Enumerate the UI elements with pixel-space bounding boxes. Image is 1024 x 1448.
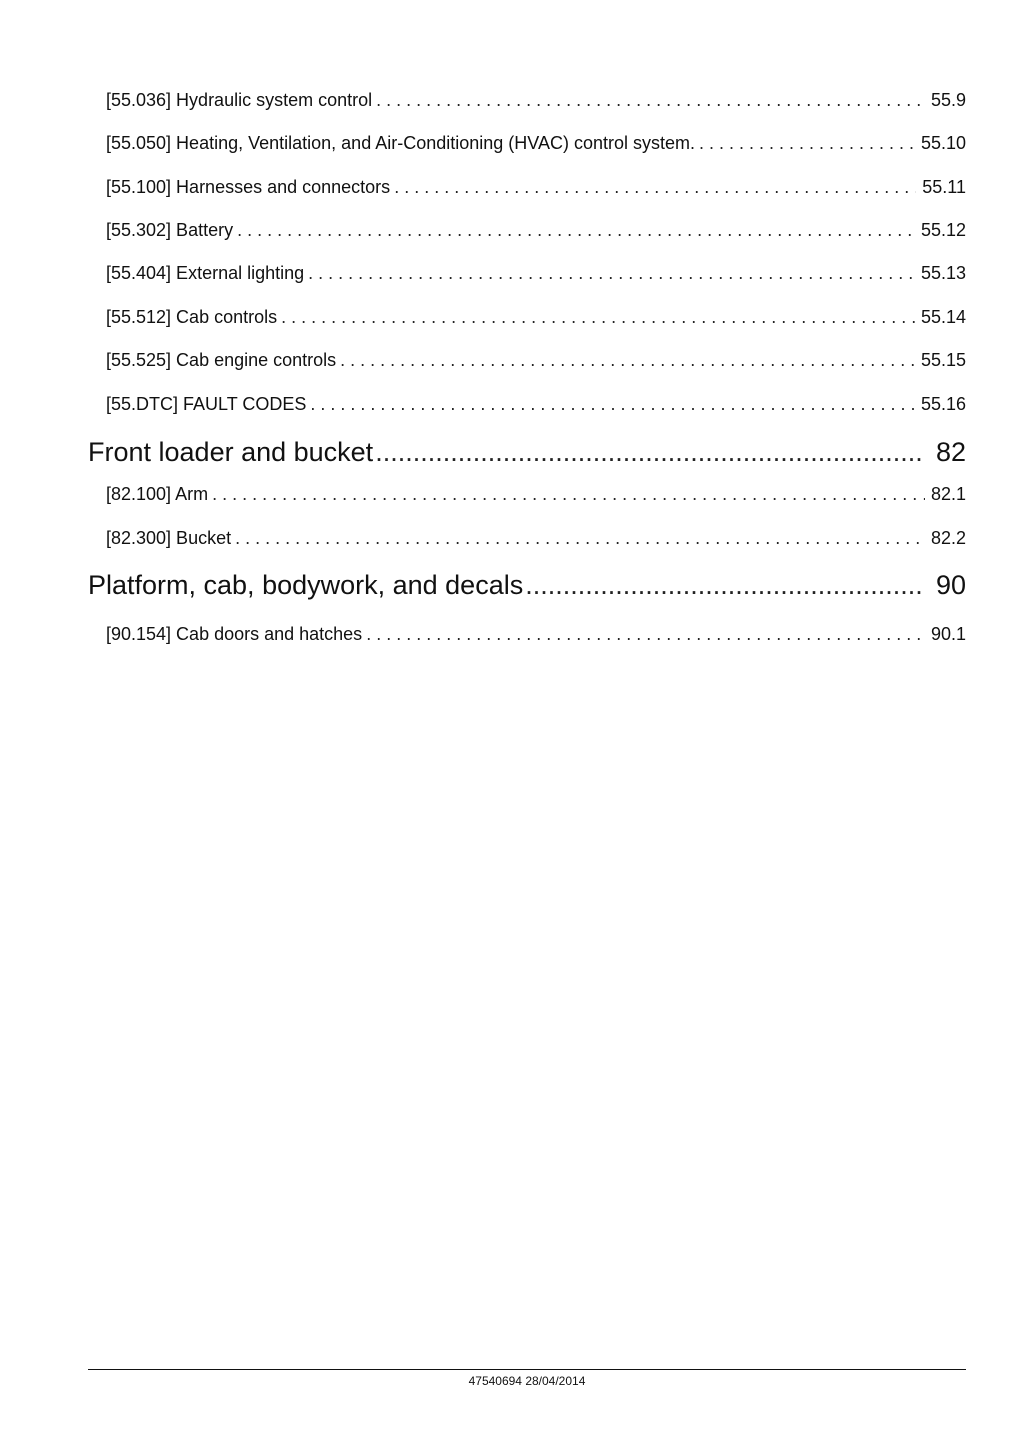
dot-leader [310,394,915,415]
dot-leader [235,528,925,549]
toc-entry-page: 55.13 [920,263,966,283]
toc-entry-page: 55.15 [920,350,966,370]
toc-entry-title: [82.100] Arm [106,484,209,504]
toc-entry-title: [55.DTC] FAULT CODES [106,394,307,414]
footer-divider [88,1369,966,1370]
toc-section-page: 82 [935,437,966,467]
toc-section-platform[interactable] [88,570,966,606]
toc-entry-title: [55.404] External lighting [106,263,305,283]
toc-entry-title: [55.302] Battery [106,220,234,240]
dot-leader [366,624,925,645]
toc-entry-page: 55.16 [920,394,966,414]
toc-entry-title: [82.300] Bucket [106,528,232,548]
dot-leader [525,570,922,601]
toc-entry-55-050[interactable] [106,133,966,157]
dot-leader [237,220,915,241]
toc-section-title: Front loader and bucket [88,437,374,467]
toc-entry-title: [55.036] Hydraulic system control [106,90,373,110]
toc-entry-page: 90.1 [930,624,966,644]
toc-entry-title: [55.100] Harnesses and connectors [106,177,391,197]
toc-entry-90-154[interactable] [106,624,966,648]
toc-entry-55-dtc[interactable] [106,394,966,418]
dot-leader [281,307,915,328]
toc-entry-55-512[interactable] [106,307,966,331]
dot-leader [212,484,925,505]
toc-entry-55-404[interactable] [106,263,966,287]
footer-document-id: 47540694 28/04/2014 [468,1374,586,1388]
dot-leader [376,90,925,111]
toc-entry-55-525[interactable] [106,350,966,374]
toc-entry-page: 82.1 [930,484,966,504]
toc-entry-page: 55.12 [920,220,966,240]
toc-section-front-loader[interactable] [88,437,966,473]
toc-entry-title: [55.525] Cab engine controls [106,350,337,370]
toc-entry-title: [55.512] Cab controls [106,307,278,327]
toc-entry-title: [90.154] Cab doors and hatches [106,624,363,644]
toc-entry-title: [55.050] Heating, Ventilation, and Air-Conditioning (HVAC) control system. [106,133,695,153]
dot-leader [340,350,915,371]
dot-leader [308,263,915,284]
toc-entry-82-100[interactable] [106,484,966,508]
toc-entry-page: 55.9 [930,90,966,110]
toc-entry-page: 82.2 [930,528,966,548]
toc-entry-55-036[interactable] [106,90,966,114]
toc-entry-page: 55.11 [922,177,966,197]
toc-section-title: Platform, cab, bodywork, and decals [88,570,524,600]
dot-leader [394,177,916,198]
toc-section-page: 90 [935,570,966,600]
toc-entry-82-300[interactable] [106,528,966,552]
dot-leader [699,133,915,154]
toc-entry-page: 55.14 [920,307,966,327]
toc-entry-page: 55.10 [920,133,966,153]
toc-entry-55-100[interactable] [106,177,966,201]
dot-leader [375,437,922,468]
toc-entry-55-302[interactable] [106,220,966,244]
